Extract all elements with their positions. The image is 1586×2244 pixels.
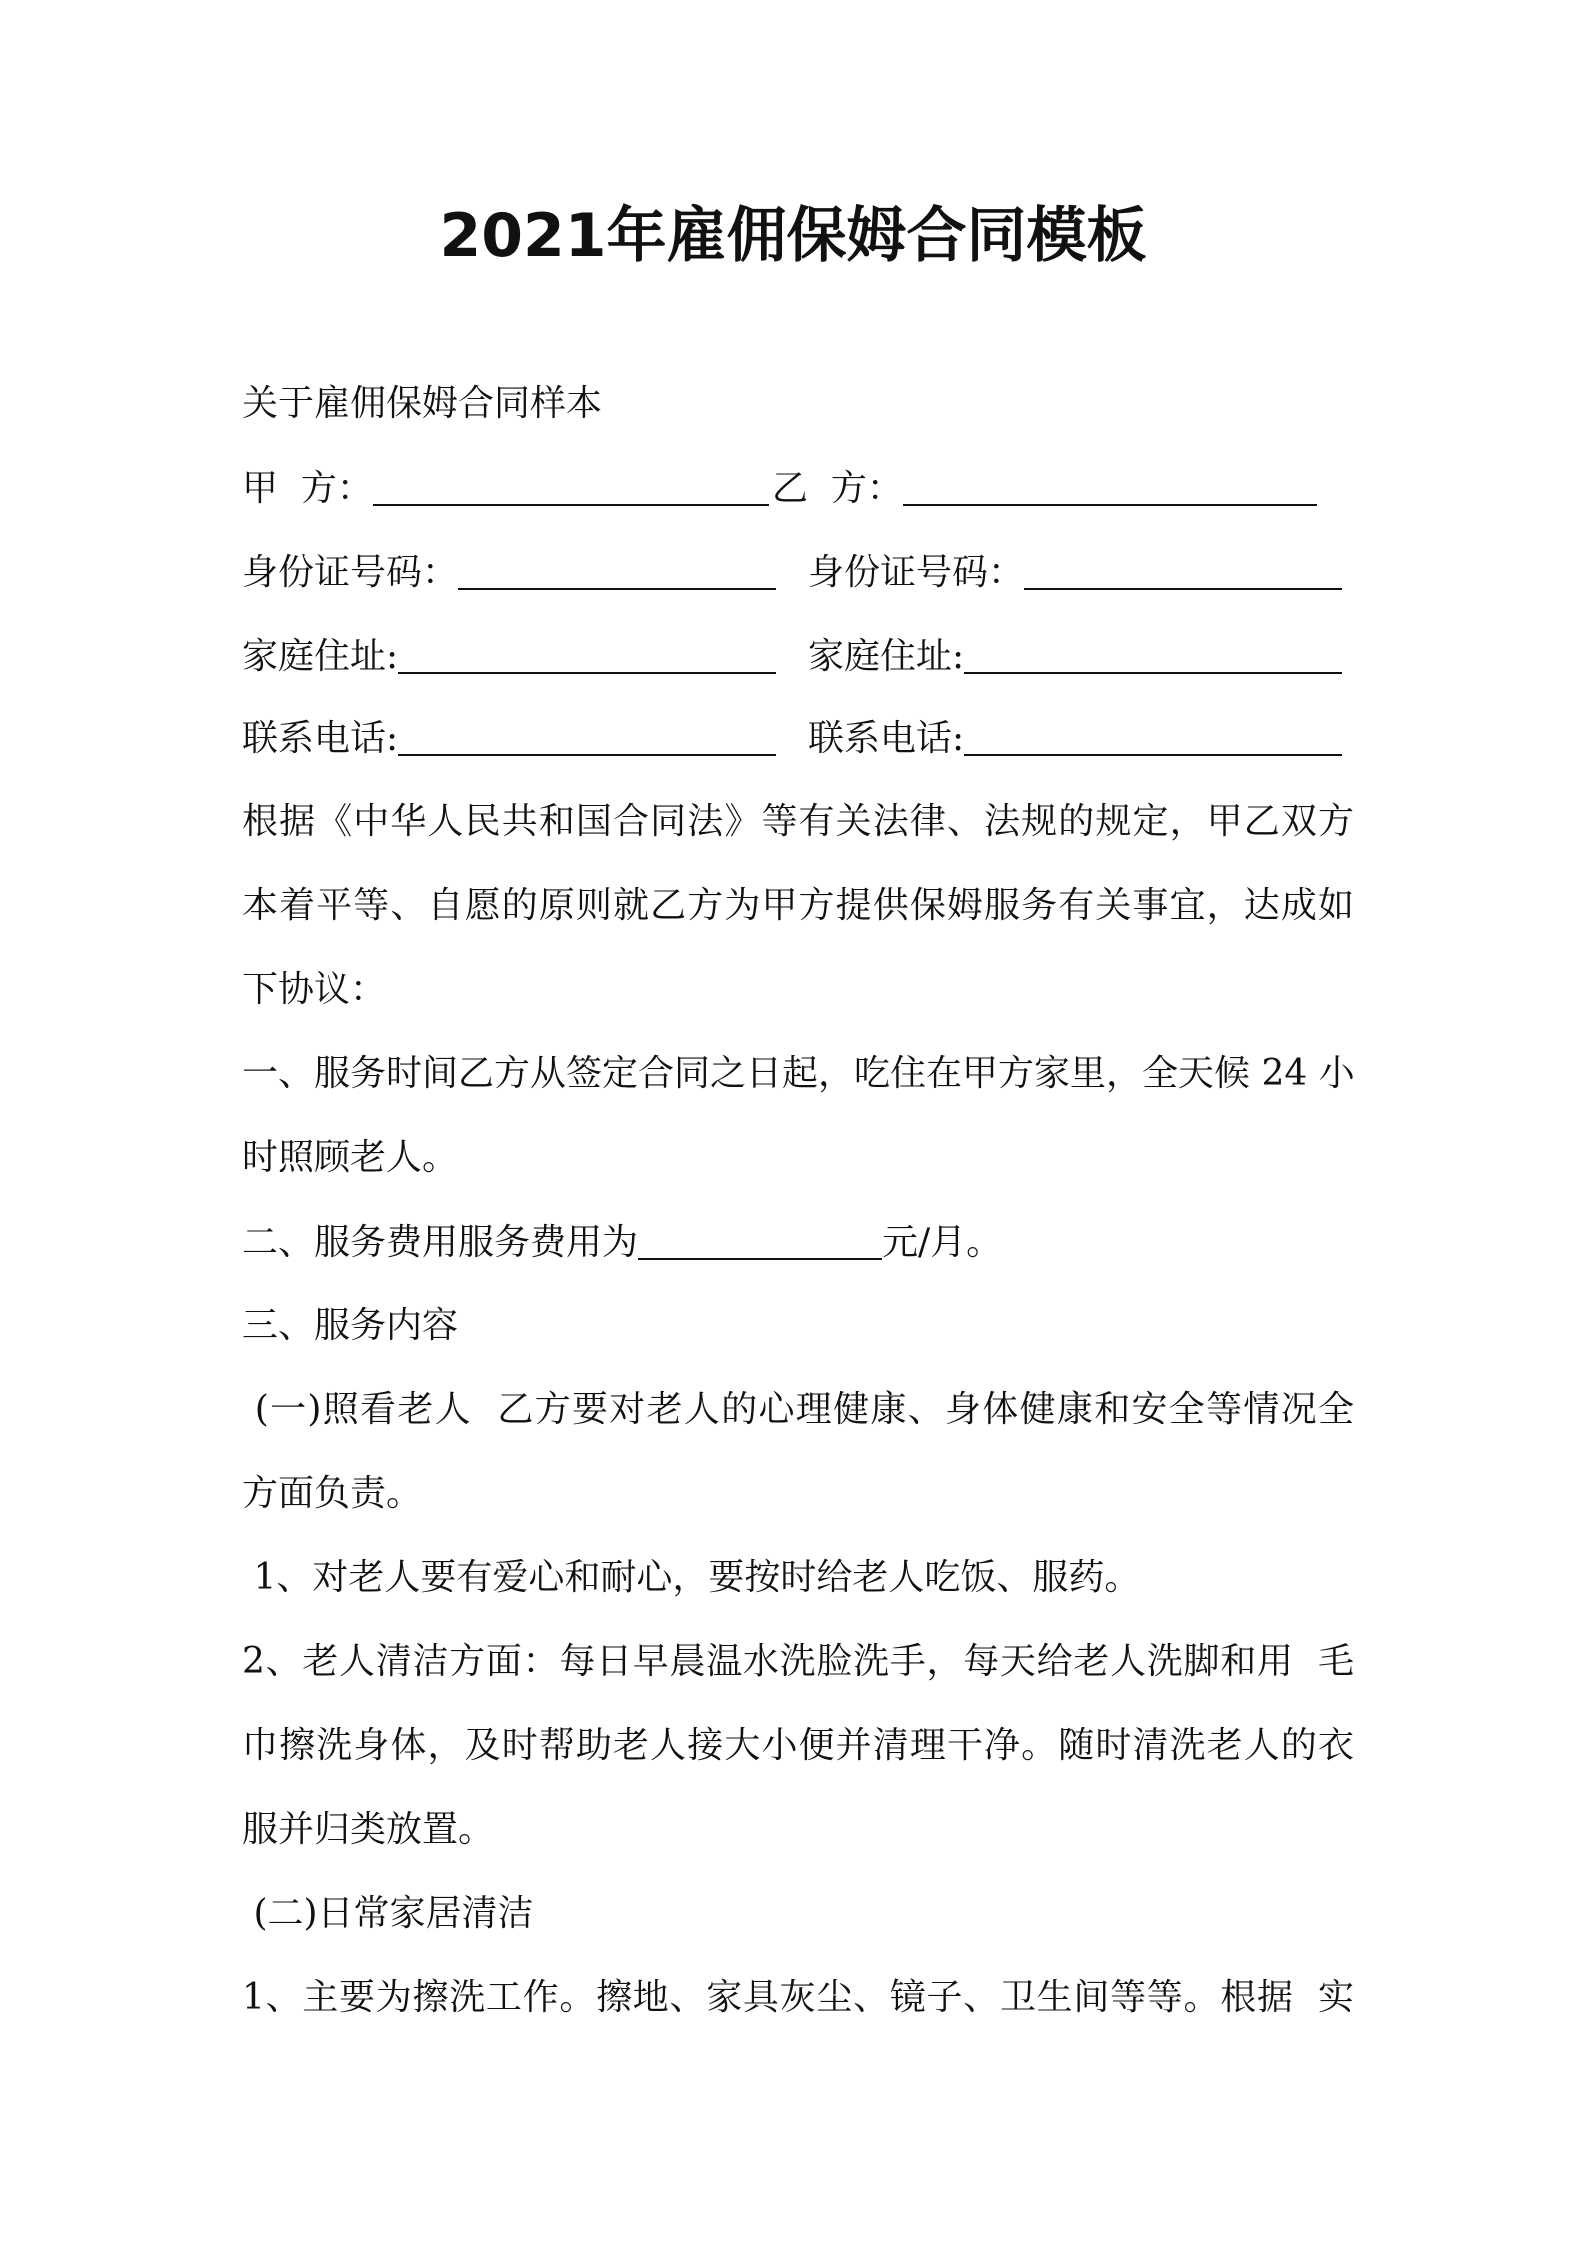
section1-line-2: 方面负责。 — [242, 1473, 423, 1514]
preamble-line-2: 本着平等、自愿的原则就乙方为甲方提供保姆服务有关事宜，达成如 — [242, 885, 1354, 926]
document-subtitle: 关于雇佣保姆合同样本 — [242, 383, 603, 424]
phone-b-label: 联系电话: — [808, 718, 965, 759]
document-title: 2021年雇佣保姆合同模板 — [439, 201, 1147, 271]
clause2-suffix: 元/月。 — [882, 1222, 1003, 1263]
party-b-label: 乙 方： — [772, 468, 903, 509]
phone-b-blank — [964, 714, 1342, 756]
clause1-line-2: 时照顾老人。 — [242, 1137, 459, 1178]
section2-heading: (二)日常家居清洁 — [242, 1893, 534, 1934]
phone-b-field — [808, 714, 1342, 763]
section1-line-1: (一)照看老人 乙方要对老人的心理健康、身体健康和安全等情况全 — [242, 1389, 1354, 1430]
id-b-blank — [1024, 548, 1342, 590]
id-a-field — [242, 548, 776, 597]
address-a-blank — [398, 632, 776, 674]
phone-a-blank — [398, 714, 776, 756]
item2-1: 1、主要为擦洗工作。擦地、家具灰尘、镜子、卫生间等等。根据 实 — [242, 1977, 1354, 2018]
party-a-label: 甲 方： — [242, 468, 373, 509]
address-b-blank — [964, 632, 1342, 674]
clause1-line-1: 一、服务时间乙方从签定合同之日起，吃住在甲方家里，全天候 24 小 — [242, 1053, 1355, 1094]
fee-blank — [638, 1218, 882, 1260]
phone-a-field — [242, 714, 776, 763]
id-b-field — [808, 548, 1342, 597]
clause2-line — [242, 1218, 1354, 1267]
party-a-field — [242, 464, 769, 513]
id-b-label: 身份证号码： — [808, 552, 1025, 593]
party-b-field — [772, 464, 1317, 513]
address-a-field — [242, 632, 776, 681]
address-a-label: 家庭住址: — [242, 636, 399, 677]
preamble-line-1: 根据《中华人民共和国合同法》等有关法律、法规的规定，甲乙双方 — [242, 801, 1354, 842]
item1-2-line-3: 服并归类放置。 — [242, 1809, 495, 1850]
preamble-line-3: 下协议： — [242, 969, 387, 1010]
item1-2-line-1: 2、老人清洁方面：每日早晨温水洗脸洗手，每天给老人洗脚和用 毛 — [242, 1641, 1354, 1682]
item1-1: 1、对老人要有爱心和耐心，要按时给老人吃饭、服药。 — [242, 1557, 1141, 1598]
address-b-field — [808, 632, 1342, 681]
item1-2-line-2: 巾擦洗身体，及时帮助老人接大小便并清理干净。随时清洗老人的衣 — [242, 1725, 1354, 1766]
address-b-label: 家庭住址: — [808, 636, 965, 677]
id-a-label: 身份证号码： — [242, 552, 459, 593]
clause3-heading: 三、服务内容 — [242, 1305, 459, 1346]
phone-a-label: 联系电话: — [242, 718, 399, 759]
id-a-blank — [458, 548, 776, 590]
party-a-blank — [373, 464, 769, 506]
party-b-blank — [903, 464, 1317, 506]
clause2-prefix: 二、服务费用服务费用为 — [242, 1222, 639, 1263]
